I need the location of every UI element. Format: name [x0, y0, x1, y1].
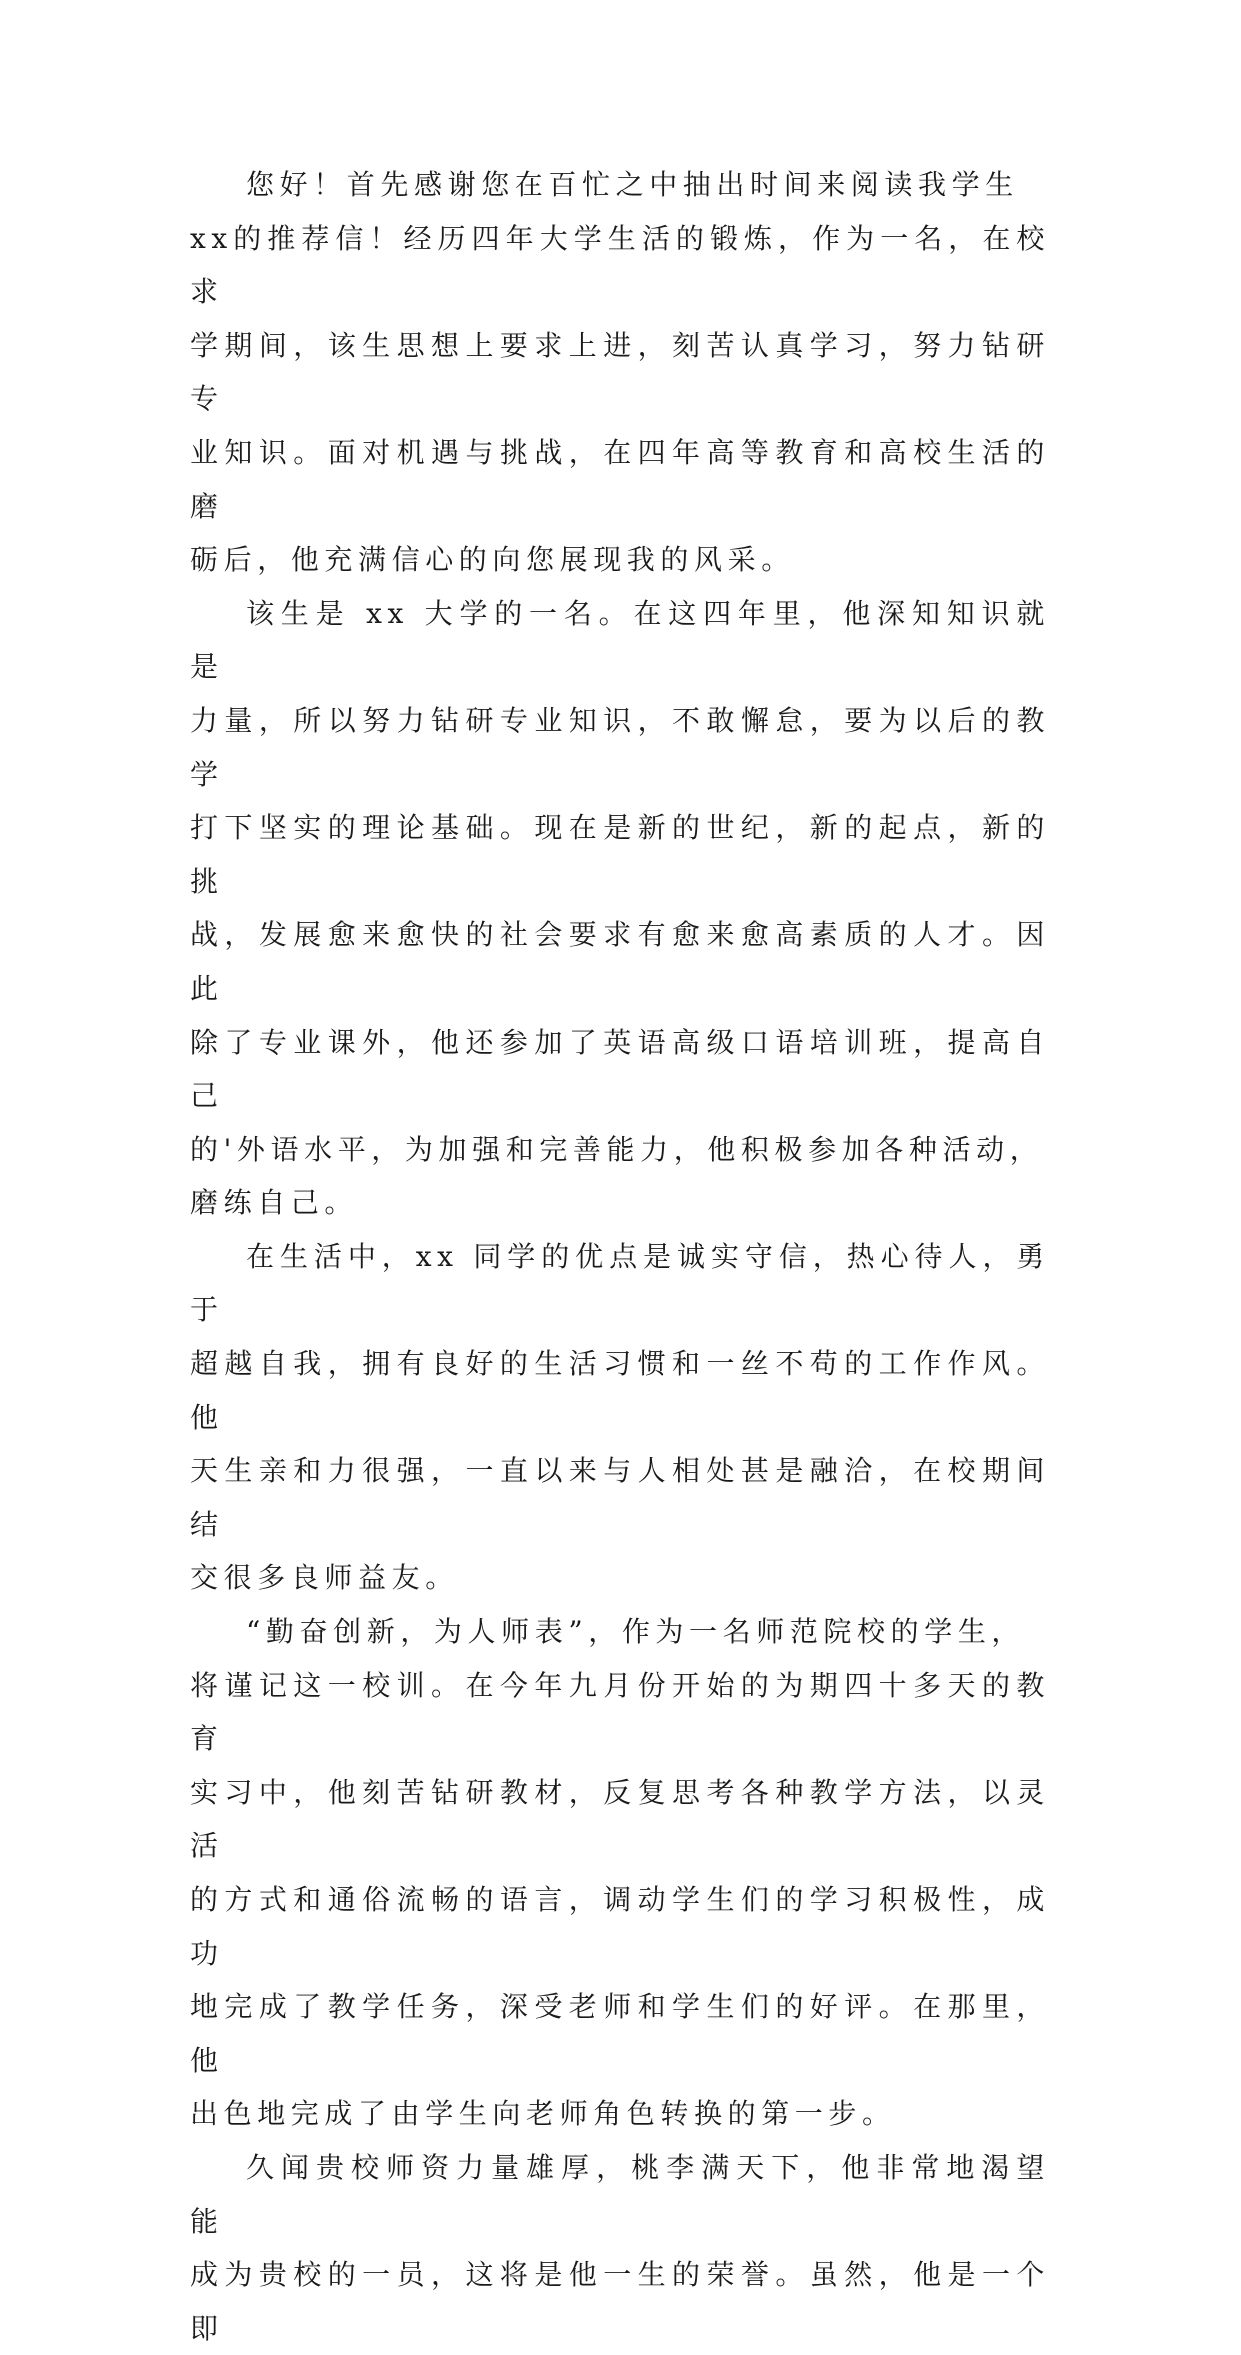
- paragraph-aspiration: 久闻贵校师资力量雄厚，桃李满天下，他非常地渴望能 成为贵校的一员，这将是他一生的荣誉。虽然，他是一个即: [190, 2150, 1050, 2345]
- paragraph-life: 在生活中，xx 同学的优点是诚实守信，热心待人，勇于 超越自我，拥有良好的生活习惯和一丝不苟的工作作风。他 天生亲和力很强，一直以来与人相处甚是融洽，在校期间结 交很多良师益友。: [190, 1239, 1050, 1595]
- paragraph-study: 该生是 xx 大学的一名。在这四年里，他深知知识就是 力量，所以努力钻研专业知识，不敢懈怠，要为以后的教学 打下坚实的理论基础。现在是新的世纪，新的起点，新的挑 战，发展愈来愈快的社会要求有愈来愈高素质的人才。因此 除了专业课外，他还参加了英语高级口语培训班，提高自己 的'外语水平，为加强和完善能力，他积极参加各种活动， 磨练自己。: [190, 596, 1050, 1220]
- paragraph-internship: “勤奋创新，为人师表”，作为一名师范院校的学生， 将谨记这一校训。在今年九月份开始的为期四十多天的教育 实习中，他刻苦钻研教材，反复思考各种教学方法，以灵活 的方式和通俗流畅的语言，调动学生们的学习积极性，成功 地完成了教学任务，深受老师和学生们的好评。在那里，他 出色地完成了由学生向老师角色转换的第一步。: [190, 1615, 1050, 2131]
- paragraph-greeting: 您好！首先感谢您在百忙之中抽出时间来阅读我学生 xx的推荐信！经历四年大学生活的锻炼，作为一名，在校求 学期间，该生思想上要求上进，刻苦认真学习，努力钻研专 业知识。面对机遇与挑战，在四年高等教育和高校生活的磨 砺后，他充满信心的向您展现我的风采。: [190, 168, 1050, 577]
- letter-body: [190, 158, 1050, 2355]
